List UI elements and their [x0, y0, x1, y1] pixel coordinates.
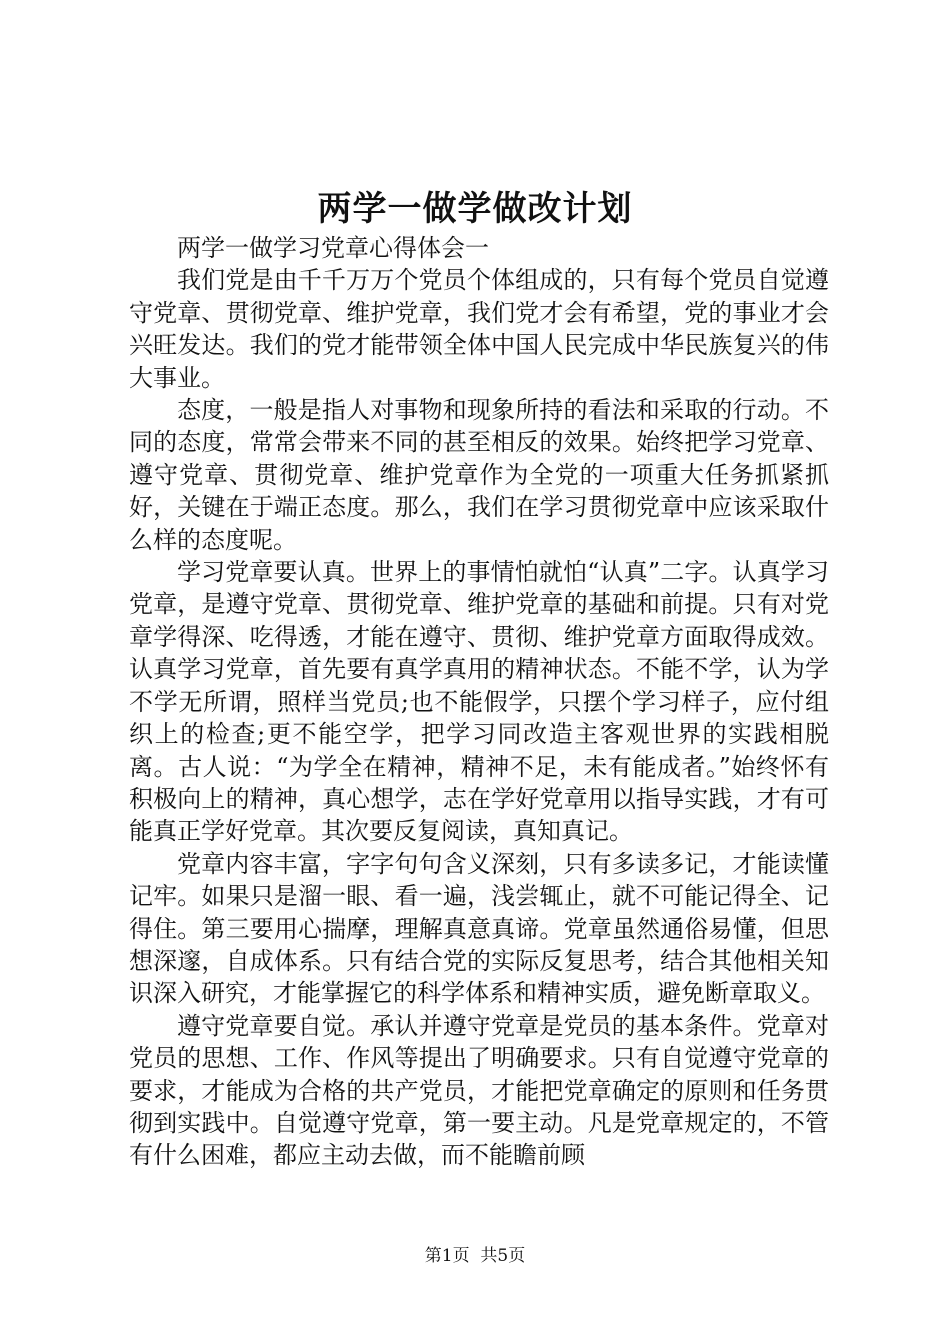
- paragraph: 我们党是由千千万万个党员个体组成的，只有每个党员自觉遵守党章、贯彻党章、维护党章，我们党才会有希望，党的事业才会兴旺发达。我们的党才能带领全体中国人民完成中华民族复兴的伟大事业。: [129, 266, 829, 392]
- paragraph: 遵守党章要自觉。承认并遵守党章是党员的基本条件。党章对党员的思想、工作、作风等提出了明确要求。只有自觉遵守党章的要求，才能成为合格的共产党员，才能把党章确定的原则和任务贯彻到实践中。自觉遵守党章，第一要主动。凡是党章规定的，不管有什么困难，都应主动去做，而不能瞻前顾: [129, 1011, 829, 1170]
- page-number: 第1页 共5页: [424, 1246, 526, 1266]
- paragraph-subtitle: 两学一做学习党章心得体会一: [177, 234, 489, 262]
- document-title: 两学一做学做改计划: [317, 189, 633, 229]
- paragraph: 学习党章要认真。世界上的事情怕就怕“认真”二字。认真学习党章，是遵守党章、贯彻党章、维护党章的基础和前提。只有对党章学得深、吃得透，才能在遵守、贯彻、维护党章方面取得成效。认真学习党章，首先要有真学真用的精神状态。不能不学，认为学不学无所谓，照样当党员;也不能假学，只摆个学习样子，应付组织上的检查;更不能空学，把学习同改造主客观世界的实践相脱离。古人说：“为学全在精神，精神不足，未有能成者。”始终怀有积极向上的精神，真心想学，志在学好党章用以指导实践，才有可能真正学好党章。其次要反复阅读，真知真记。: [129, 558, 829, 846]
- paragraph: 态度，一般是指人对事物和现象所持的看法和采取的行动。不同的态度，常常会带来不同的甚至相反的效果。始终把学习党章、遵守党章、贯彻党章、维护党章作为全党的一项重大任务抓紧抓好，关键在于端正态度。那么，我们在学习贯彻党章中应该采取什么样的态度呢。: [129, 396, 829, 554]
- document-body: [129, 232, 829, 1172]
- paragraph: 党章内容丰富，字字句句含义深刻，只有多读多记，才能读懂记牢。如果只是溜一眼、看一遍，浅尝辄止，就不可能记得全、记得住。第三要用心揣摩，理解真意真谛。党章虽然通俗易懂，但思想深邃，自成体系。只有结合党的实际反复思考，结合其他相关知识深入研究，才能掌握它的科学体系和精神实质，避免断章取义。: [129, 849, 829, 1008]
- page-footer: [0, 1244, 950, 1268]
